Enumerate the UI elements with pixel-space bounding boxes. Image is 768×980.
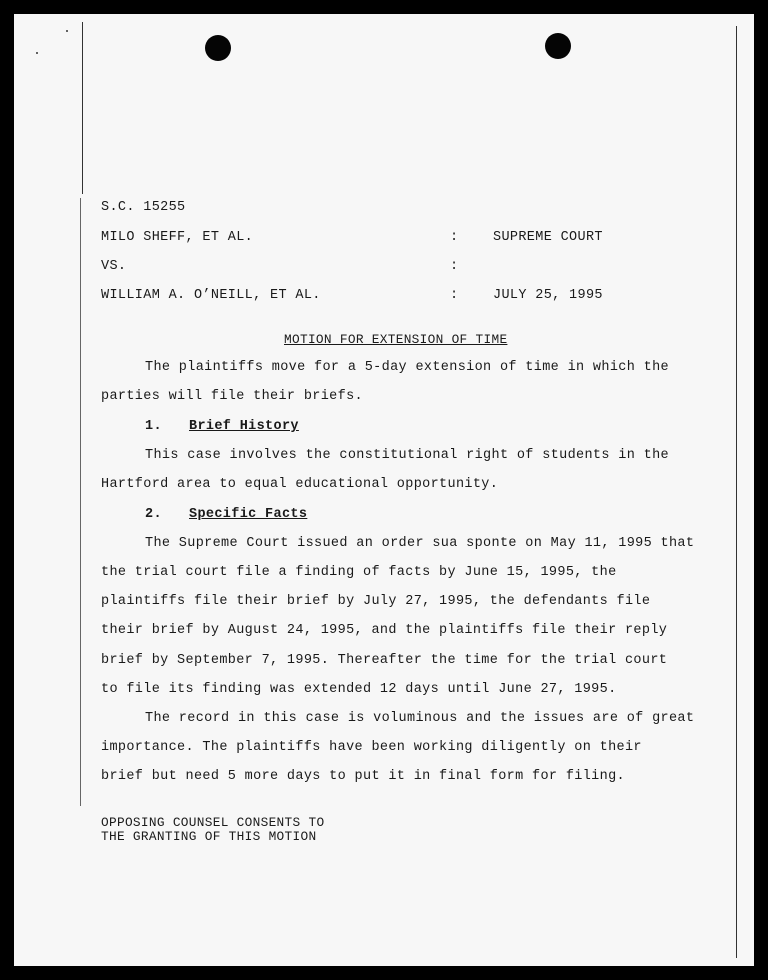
body-line: brief but need 5 more days to put it in final form for filing. bbox=[101, 769, 625, 784]
punch-hole-right bbox=[545, 33, 571, 59]
body-line: to file its finding was extended 12 days until June 27, 1995. bbox=[101, 682, 617, 697]
plaintiff-name: MILO SHEFF, ET AL. bbox=[101, 230, 254, 245]
body-line: plaintiffs file their brief by July 27, 1995, the defendants file bbox=[101, 594, 651, 609]
consent-line: OPPOSING COUNSEL CONSENTS TO bbox=[101, 815, 325, 830]
caption-colon: : bbox=[450, 288, 459, 303]
section-heading: Brief History bbox=[189, 419, 299, 434]
body-line: The record in this case is voluminous and the issues are of great bbox=[145, 711, 695, 726]
versus: VS. bbox=[101, 259, 127, 274]
section-number: 1. bbox=[145, 419, 162, 434]
motion-title: MOTION FOR EXTENSION OF TIME bbox=[284, 332, 508, 347]
scan-speck bbox=[36, 52, 38, 54]
filing-date: JULY 25, 1995 bbox=[493, 288, 603, 303]
body-line: the trial court file a finding of facts by June 15, 1995, the bbox=[101, 565, 617, 580]
section-heading: Specific Facts bbox=[189, 507, 308, 522]
defendant-name: WILLIAM A. O’NEILL, ET AL. bbox=[101, 288, 321, 303]
court-name: SUPREME COURT bbox=[493, 230, 603, 245]
body-line: their brief by August 24, 1995, and the plaintiffs file their reply bbox=[101, 623, 668, 638]
body-line: This case involves the constitutional right of students in the bbox=[145, 448, 669, 463]
body-line: parties will file their briefs. bbox=[101, 389, 363, 404]
consent-line: THE GRANTING OF THIS MOTION bbox=[101, 829, 317, 844]
margin-line-top bbox=[82, 22, 83, 194]
body-line: The Supreme Court issued an order sua sponte on May 11, 1995 that bbox=[145, 536, 695, 551]
section-number: 2. bbox=[145, 507, 162, 522]
body-line: importance. The plaintiffs have been working diligently on their bbox=[101, 740, 642, 755]
margin-line-right bbox=[736, 26, 737, 958]
punch-hole-left bbox=[205, 35, 231, 61]
case-number: S.C. 15255 bbox=[101, 200, 186, 215]
caption-colon: : bbox=[450, 230, 459, 245]
document-page bbox=[14, 14, 754, 966]
margin-line-left bbox=[80, 198, 81, 806]
caption-colon: : bbox=[450, 259, 459, 274]
scan-speck bbox=[66, 30, 68, 32]
body-line: The plaintiffs move for a 5-day extension of time in which the bbox=[145, 360, 669, 375]
body-line: brief by September 7, 1995. Thereafter the time for the trial court bbox=[101, 653, 668, 668]
body-line: Hartford area to equal educational opportunity. bbox=[101, 477, 499, 492]
